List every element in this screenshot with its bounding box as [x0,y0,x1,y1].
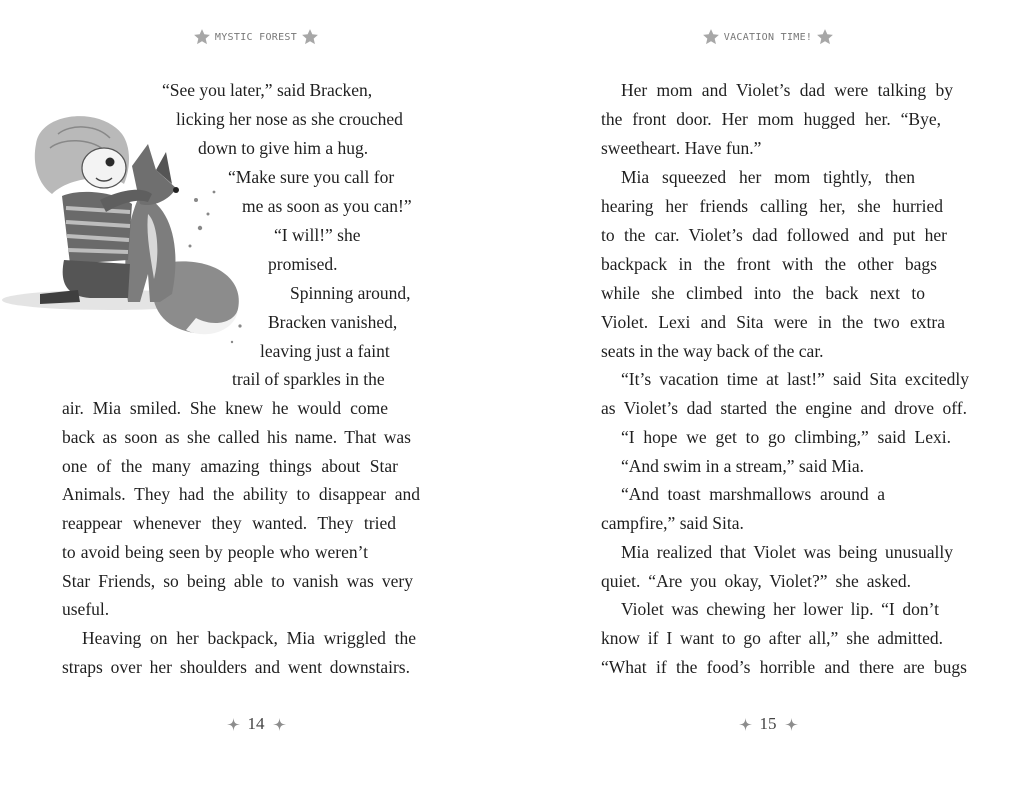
text-line: Violet. Lexi and Sita were in the two extra [601,312,945,332]
text-line: “See you later,” said Bracken, [162,80,373,100]
text-line: back as soon as she called his name. That was [62,427,411,447]
right-running-head [512,28,1024,46]
text-line: promised. [268,254,338,274]
text-line: sweetheart. Have fun.” [601,138,762,158]
text-line: Star Friends, so being able to vanish was very [62,571,413,591]
left-running-head [0,28,512,46]
text-line: seats in the way back of the car. [601,341,824,361]
text-line: quiet. “Are you okay, Violet?” she asked. [601,571,911,591]
text-line: “And swim in a stream,” said Mia. [621,456,865,476]
text-line: as Violet’s dad started the engine and drove off. [601,398,967,418]
right-running-head-text: VACATION TIME! [723,31,813,43]
text-line: “Make sure you call for [228,167,395,187]
text-line: “What if the food’s horrible and there are bugs [601,657,967,677]
text-line: know if I want to go after all,” she admitted. [601,628,943,648]
left-running-head-text: MYSTIC FOREST [214,31,298,43]
text-line: campfire,” said Sita. [601,513,744,533]
star-icon [301,28,319,46]
text-line: Violet was chewing her lower lip. “I don’t [621,599,939,619]
page-number-text: 15 [759,714,777,733]
text-line: air. Mia smiled. She knew he would come [62,398,388,418]
star-icon [816,28,834,46]
text-line: Spinning around, [290,283,411,303]
star-icon [702,28,720,46]
sparkle-icon [227,718,240,731]
text-line: Bracken vanished, [268,312,398,332]
text-line: me as soon as you can!” [242,196,412,216]
text-line: licking her nose as she crouched [176,109,403,129]
text-line: the front door. Her mom hugged her. “Bye, [601,109,941,129]
text-line: “And toast marshmallows around a [621,484,885,504]
text-line: one of the many amazing things about Star [62,456,398,476]
sparkle-icon [273,718,286,731]
left-page-number [0,714,512,734]
text-line: leaving just a faint [260,341,390,361]
right-page-number [512,714,1024,734]
text-line: straps over her shoulders and went downstairs. [62,657,410,677]
sparkle-icon [785,718,798,731]
text-line: Heaving on her backpack, Mia wriggled the [82,628,416,648]
page-number-text: 14 [247,714,265,733]
text-line: while she climbed into the back next to [601,283,925,303]
text-line: “I will!” she [274,225,361,245]
text-line: Mia realized that Violet was being unusually [621,542,953,562]
text-line: useful. [62,599,110,619]
text-line: Animals. They had the ability to disappear and [62,484,420,504]
text-line: backpack in the front with the other bags [601,254,937,274]
text-line: to the car. Violet’s dad followed and put her [601,225,947,245]
text-line: reappear whenever they wanted. They tried [62,513,396,533]
text-line: Mia squeezed her mom tightly, then [621,167,915,187]
sparkle-icon [739,718,752,731]
text-line: “I hope we get to go climbing,” said Lexi. [621,427,951,447]
right-page [512,0,1024,788]
star-icon [193,28,211,46]
text-line: “It’s vacation time at last!” said Sita excitedly [621,369,969,389]
text-line: Her mom and Violet’s dad were talking by [621,80,953,100]
text-line: hearing her friends calling her, she hurried [601,196,943,216]
text-line: trail of sparkles in the [232,369,385,389]
text-line: down to give him a hug. [198,138,369,158]
text-line: to avoid being seen by people who weren’t [62,542,368,562]
